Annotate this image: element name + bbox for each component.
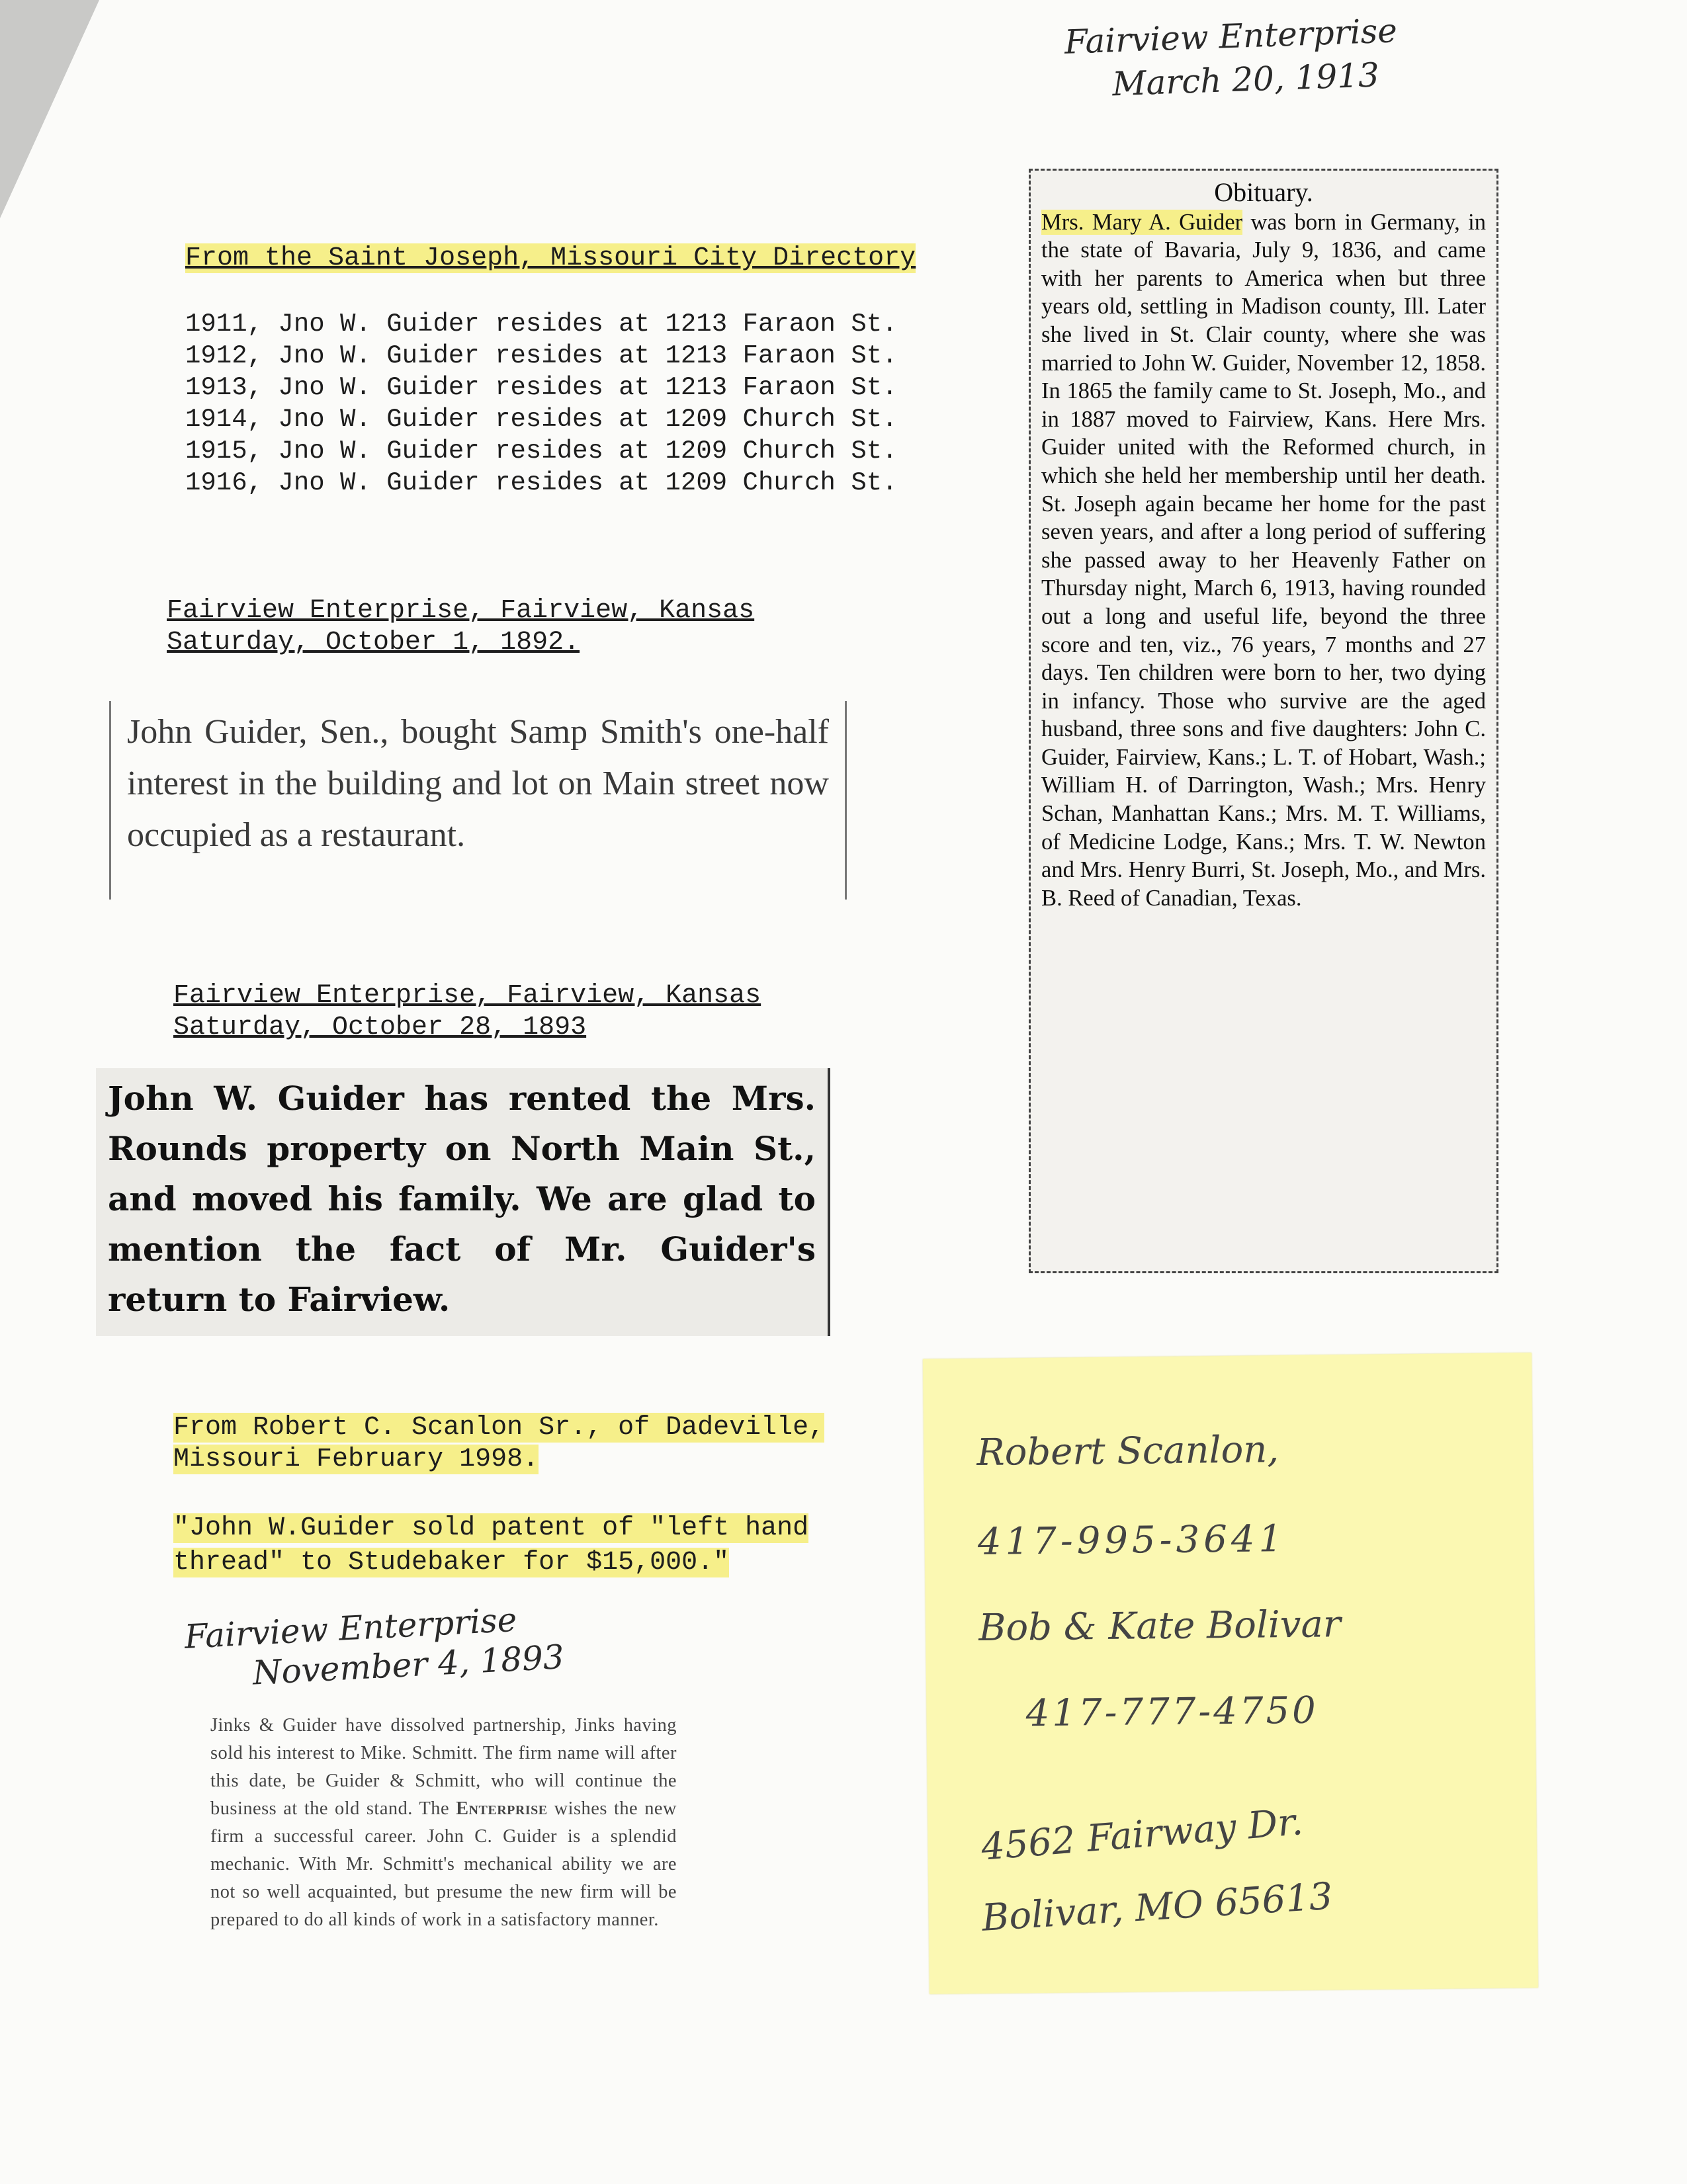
handwritten-line: March 20, 1913 [1111,56,1380,104]
sticky-line: Robert Scanlon, [976,1428,1279,1474]
handwritten-line: November 4, 1893 [251,1638,566,1693]
sticky-line: 417-995-3641 [977,1517,1287,1564]
clipping-date: Saturday, October 1, 1892. [167,628,580,657]
clipping-jinks-guider [210,1712,677,2142]
clipping-1892-text: John Guider, Sen., bought Samp Smith's one-half interest in the building and lot on Main street now occupied as a restaurant. [127,713,829,854]
clipping-1893-heading [173,980,761,1044]
scanlon-quote [173,1511,808,1580]
scanlon-heading [173,1412,824,1476]
handwritten-line: Fairview Enterprise [183,1600,518,1656]
directory-entry: 1913, Jno W. Guider resides at 1213 Faraon St. [185,373,898,402]
directory-entry: 1911, Jno W. Guider resides at 1213 Faraon St. [185,310,898,339]
scanlon-quote-line: thread" to Studebaker for $15,000." [173,1548,730,1577]
jinks-text-before: Jinks & Guider have dissolved partnership, Jinks having sold his interest to Mike. Schmitt. The firm name will after this date, be Guider & Schmitt, who will continue the business at the old stand. The [210,1715,677,1819]
clipping-1892 [109,701,847,900]
scanlon-heading-line: Missouri February 1998. [173,1445,539,1474]
scanlon-heading-line: From Robert C. Scanlon Sr., of Dadeville, [173,1413,825,1443]
clipping-source: Fairview Enterprise, Fairview, Kansas [167,596,755,626]
jinks-paper-name: Enterprise [456,1798,548,1819]
jinks-text-after: wishes the new firm a successful career. John C. Guider is a splendid mechanic. With Mr. Schmitt's mechanical ability we are not so well acquainted, but presume the new firm will be prepared to do all kinds of work in a satisfactory manner. [210,1798,677,1930]
clipping-date: Saturday, October 28, 1893 [173,1013,587,1042]
obituary-highlight: Mrs. Mary A. Guider [1041,209,1243,235]
sticky-note [923,1353,1538,1994]
directory-entry: 1916, Jno W. Guider resides at 1209 Church St. [185,468,898,497]
sticky-line: 4562 Fairway Dr. [979,1800,1305,1869]
directory-entry: 1912, Jno W. Guider resides at 1213 Faraon St. [185,341,898,370]
directory-entry: 1914, Jno W. Guider resides at 1209 Church St. [185,405,898,434]
directory-entry: 1915, Jno W. Guider resides at 1209 Church St. [185,437,898,466]
clipping-1892-heading [167,595,754,659]
handwritten-note-top [1064,6,1477,106]
scanlon-quote-line: "John W.Guider sold patent of "left hand [173,1513,809,1543]
directory-list [185,308,959,499]
obituary-title: Obituary. [1214,177,1313,207]
directory-heading [185,243,916,273]
clipping-source: Fairview Enterprise, Fairview, Kansas [173,981,761,1011]
directory-heading-text: From the Saint Joseph, Missouri City Directory [185,243,916,273]
handwritten-note-1893 [183,1597,565,1697]
clipping-1893 [96,1068,830,1336]
handwritten-line: Fairview Enterprise [1064,11,1398,62]
sticky-line: Bolivar, MO 65613 [980,1874,1334,1940]
sticky-line: 417-777-4750 [1025,1689,1319,1736]
clipping-1893-text: John W. Guider has rented the Mrs. Rounds property on North Main St., and moved his family. We are glad to mention the fact of Mr. Guider's return to Fairview. [108,1079,816,1319]
sticky-line: Bob & Kate Bolivar [978,1603,1341,1650]
folded-corner [0,0,99,218]
obituary-clipping [1029,169,1498,1273]
obituary-text: was born in Germany, in the state of Bavaria, July 9, 1836, and came with her parents to America when but three years old, settling in Madison county, Ill. Later she lived in St. Clair county, where she was married to John W. Guider, November 12, 1858. In 1865 the family came to St. Joseph, Mo., and in 1887 moved to Fairview, Kans. Here Mrs. Guider united with the Reformed church, in which she held her membership until her death. St. Joseph again became her home for the past seven years, and after a long period of suffering she passed away to her Heavenly Father on Thursday night, March 6, 1913, having rounded out a long and useful life, beyond the three score and ten, viz., 76 years, 7 months and 27 days. Ten children were born to her, two dying in infancy. Those who survive are the aged husband, three sons and five daughters: John C. Guider, Fairview, Kans.; L. T. of Hobart, Wash.; William H. of Darrington, Wash.; Mrs. Henry Schan, Manhattan Kans.; Mrs. M. T. Williams, of Medicine Lodge, Kans.; Mrs. T. W. Newton and Mrs. Henry Burri, St. Joseph, Mo., and Mrs. B. Reed of Canadian, Texas. [1041,209,1486,911]
